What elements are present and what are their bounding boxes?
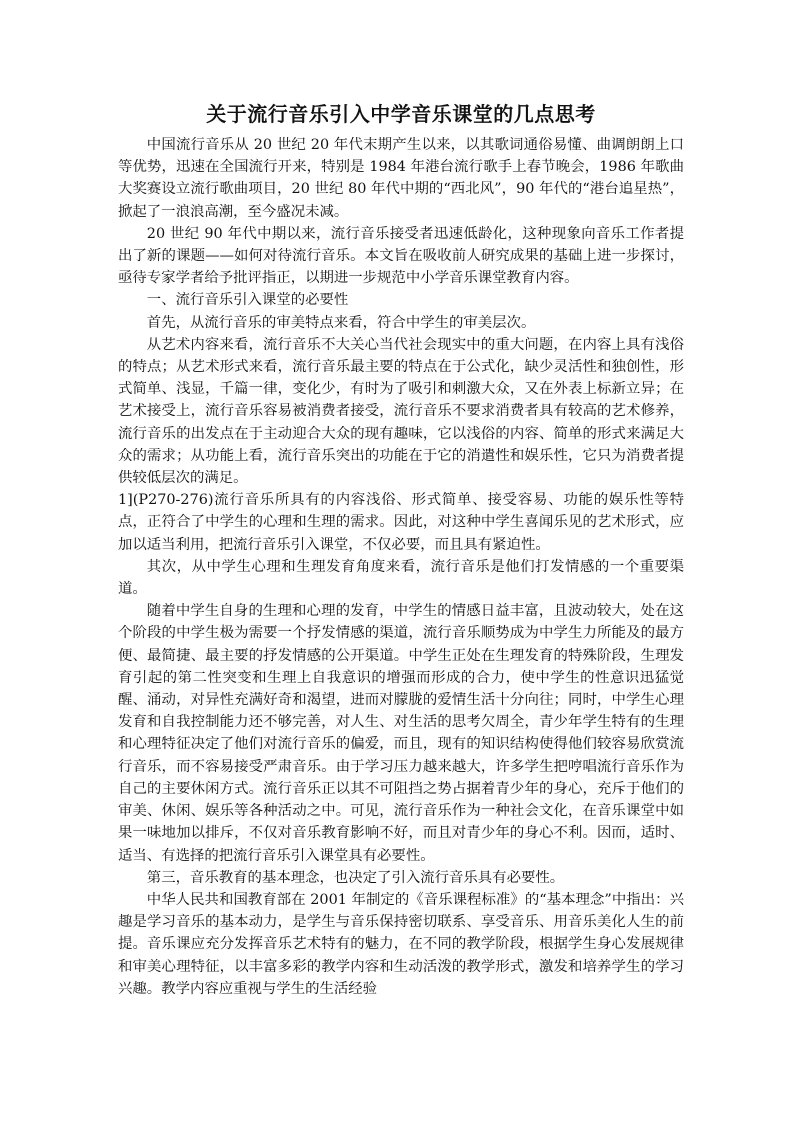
section-heading-necessity: 一、流行音乐引入课堂的必要性 [146, 292, 349, 309]
paragraph-second-point: 其次，从中学生心理和生理发育角度来看，流行音乐是他们打发情感的一个重要渠道。 [118, 558, 684, 598]
paragraph-citation: 1](P270-276)流行音乐所具有的内容浅俗、形式简单、接受容易、功能的娱乐性等特点，正符合了中学生的心理和生理的需求。因此，对这种中学生喜闻乐见的艺术形式，应加以适当利用，把流行音乐引入课堂，不仅必要，而且具有紧迫性。 [118, 492, 684, 553]
document-page [118, 100, 684, 1000]
paragraph-first-point: 首先，从流行音乐的审美特点来看，符合中学生的审美层次。 [146, 314, 536, 331]
paragraph-psychology: 随着中学生自身的生理和心理的发育，中学生的情感日益丰富，且波动较大，处在这个阶段的中学生极为需要一个抒发情感的渠道，流行音乐顺势成为中学生力所能及的最方便、最简捷、最主要的抒发情感的公开渠道。中学生正处在生理发育的特殊阶段，生理发育引起的第二性突变和生理上自我意识的增强而形成的合力，使中学生的性意识迅猛觉醒、涌动，对异性充满好奇和渴望，进而对朦胧的爱情生活十分向往；同时，中学生心理发育和自我控制能力还不够完善，对人生、对生活的思考欠周全，青少年学生特有的生理和心理特征决定了他们对流行音乐的偏爱，而且，现有的知识结构使得他们较容易欣赏流行音乐，而不容易接受严肃音乐。由于学习压力越来越大，许多学生把哼唱流行音乐作为自己的主要休闲方式。流行音乐正以其不可阻挡之势占据着青少年的身心，充斥于他们的审美、休闲、娱乐等各种活动之中。可见，流行音乐作为一种社会文化，在音乐课堂中如果一味地加以排斥，不仅对音乐教育影响不好，而且对青少年的身心不利。因而，适时、适当、有选择的把流行音乐引入课堂具有必要性。 [118, 603, 684, 864]
document-title: 关于流行音乐引入中学音乐课堂的几点思考 [206, 102, 596, 126]
paragraph-aesthetic-features: 从艺术内容来看，流行音乐不大关心当代社会现实中的重大问题，在内容上具有浅俗的特点；从艺术形式来看，流行音乐最主要的特点在于公式化，缺少灵活性和独创性，形式简单、浅显，千篇一律，变化少，有时为了吸引和刺激大众，又在外表上标新立异；在艺术接受上，流行音乐容易被消费者接受，流行音乐不要求消费者具有较高的艺术修养，流行音乐的出发点在于主动迎合大众的现有趣味，它以浅俗的内容、简单的形式来满足大众的需求；从功能上看，流行音乐突出的功能在于它的消遣性和娱乐性，它只为消费者提供较低层次的满足。 [118, 336, 684, 487]
paragraph-background: 20 世纪 90 年代中期以来，流行音乐接受者迅速低龄化，这种现象向音乐工作者提出了新的课题——如何对待流行音乐。本文旨在吸收前人研究成果的基础上进一步探讨，亟待专家学者给予批评指正，以期进一步规范中小学音乐课堂教育内容。 [118, 225, 684, 287]
paragraph-third-point: 第三，音乐教育的基本理念，也决定了引入流行音乐具有必要性。 [146, 869, 565, 886]
paragraph-intro: 中国流行音乐从 20 世纪 20 年代末期产生以来，以其歌词通俗易懂、曲调朗朗上口等优势，迅速在全国流行开来，特别是 1984 年港台流行歌手上春节晚会，1986 年歌曲大奖赛设立流行歌曲项目，20 世纪 80 年代中期的“西北风”，90 年代的“港台追星热”，掀起了一浪浪高潮，至今盛况未减。 [118, 137, 684, 220]
paragraph-curriculum-standard: 中华人民共和国教育部在 2001 年制定的《音乐课程标准》的“基本理念”中指出：兴趣是学习音乐的基本动力，是学生与音乐保持密切联系、享受音乐、用音乐美化人生的前提。音乐课应充分发挥音乐艺术特有的魅力，在不同的教学阶段，根据学生身心发展规律和审美心理特征，以丰富多彩的教学内容和生动活泼的教学形式，激发和培养学生的学习兴趣。教学内容应重视与学生的生活经验 [118, 891, 684, 997]
